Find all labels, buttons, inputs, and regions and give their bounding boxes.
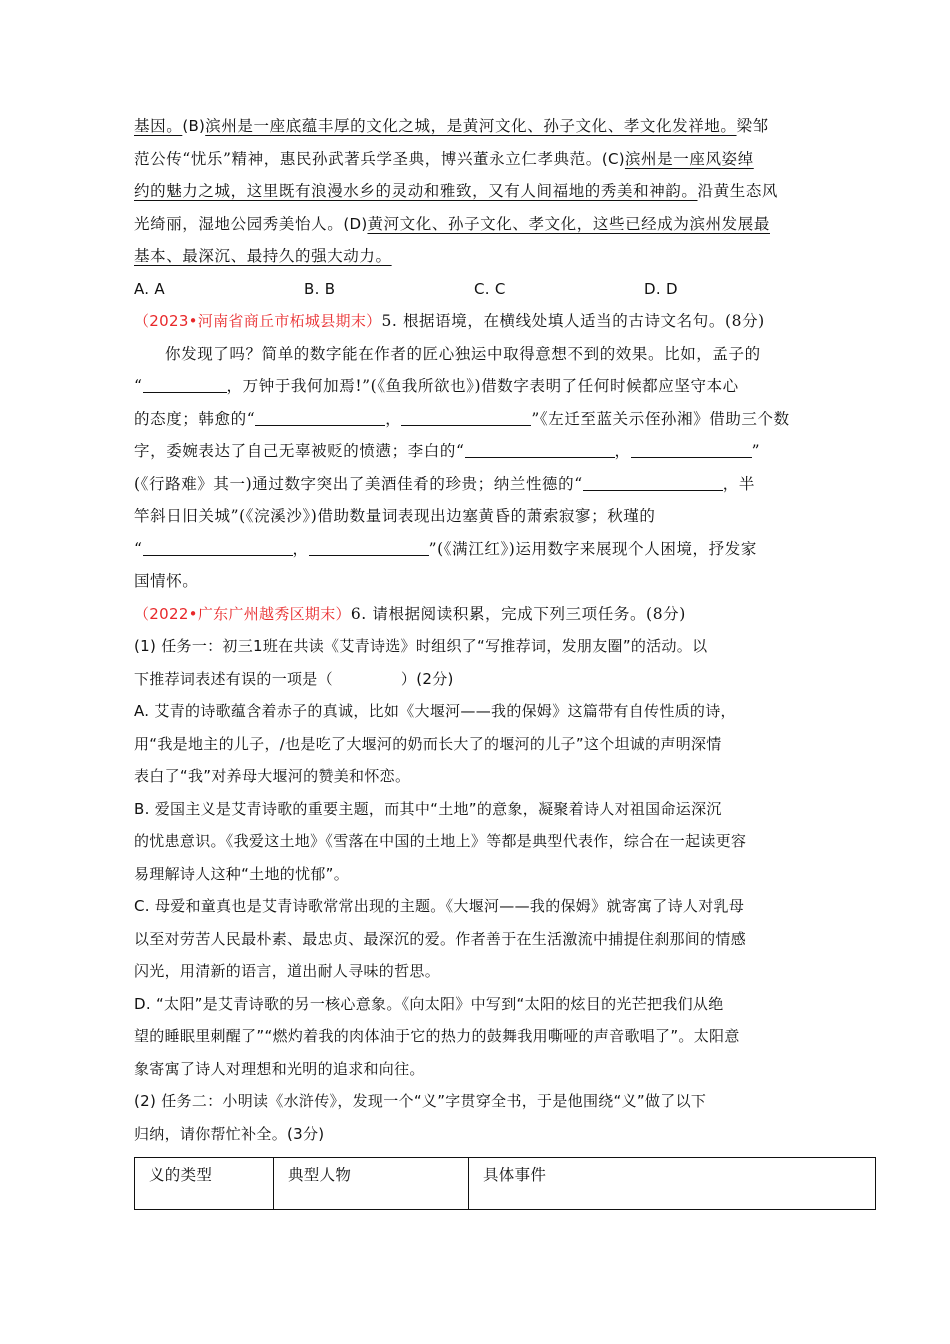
q5-line-7	[134, 533, 814, 566]
q6-task2-line-1	[134, 1085, 814, 1118]
blank-6[interactable]	[583, 474, 723, 491]
q6-option-b	[134, 793, 814, 826]
q6-option-d	[134, 1020, 814, 1053]
q4-sentence-b: 滨州是一座底蕴丰厚的文化之城，是黄河文化、孙子文化、孝文化发祥地。	[205, 117, 737, 135]
q6-option-a	[134, 728, 814, 761]
table-row	[135, 1158, 876, 1210]
q5-text: ，半	[722, 474, 755, 493]
blank-3[interactable]	[401, 409, 531, 426]
q5-text: ，	[385, 409, 402, 428]
blank-1[interactable]	[143, 376, 227, 393]
q6-option-c	[134, 955, 814, 988]
q4-sentence-c: 约的魅力之城，这里既有浪漫水乡的灵动和雅致，又有人间福地的秀美和神韵。	[134, 182, 698, 200]
table-header-cell: 具体事件	[469, 1158, 876, 1210]
q6-text: C. 母爱和童真也是艾青诗歌常常出现的主题。《大堰河——我的保姆》就寄寓了诗人对乳母	[134, 897, 745, 915]
q5-text: 竿斜日旧关城”(《浣溪沙》)借助数量词表现出边塞黄昏的萧索寂寥；秋瑾的	[134, 507, 656, 525]
q6-text: A. 艾青的诗歌蕴含着赤子的真诚，比如《大堰河——我的保姆》这篇带有自传性质的诗，	[134, 702, 736, 720]
q5-text: ，万钟于我何加焉!”(《鱼我所欲也》)借数字表明了任何时候都应坚守本心	[226, 377, 739, 395]
q5-text: 国情怀。	[134, 572, 199, 590]
q6-text: 表白了“我”对养母大堰河的赞美和怀恋。	[134, 767, 411, 785]
q6-text: 下推荐词表述有误的一项是（	[134, 669, 333, 688]
q6-option-a	[134, 760, 814, 793]
q6-text: 的忧患意识。《我爱这土地》《雪落在中国的土地上》等都是典型代表作，综合在一起读更容	[134, 832, 747, 850]
q6-source: （2022•广东广州越秀区期末）	[134, 604, 351, 623]
exam-page	[134, 110, 814, 1150]
table-header-cell: 义的类型	[135, 1158, 274, 1210]
q5-line-1	[134, 338, 814, 371]
q6-text: 象寄寓了诗人对理想和光明的追求和向往。	[134, 1059, 425, 1078]
q5-line-3	[134, 403, 814, 436]
q5-line-4	[134, 435, 814, 468]
q6-text: 用“我是地主的儿子，/也是吃了大堰河的奶而长大了的堰河的儿子”这个坦诚的声明深情	[134, 734, 722, 753]
q5-text: 你发现了吗？简单的数字能在作者的匠心独运中取得意想不到的效果。比如，孟子的	[165, 344, 761, 363]
blank-4[interactable]	[465, 441, 615, 458]
q4-sentence-d: 基本、最深沉、最持久的强大动力。	[134, 247, 392, 265]
q5-header	[134, 305, 814, 338]
q5-line-8	[134, 565, 814, 598]
q6-option-c	[134, 890, 814, 923]
table-header-cell: 典型人物	[274, 1158, 469, 1210]
q4-line-5	[134, 240, 814, 273]
q4-options	[134, 273, 814, 306]
option-b[interactable]: B. B	[304, 279, 336, 298]
yi-summary-table	[134, 1157, 876, 1210]
q5-text: “	[134, 377, 143, 395]
q4-line-3	[134, 175, 814, 208]
q6-text: ）(2分)	[400, 669, 454, 688]
q5-text: “	[134, 539, 143, 558]
q4-sentence-c: 滨州是一座风姿绰	[624, 149, 754, 168]
q4-line-2	[134, 143, 814, 176]
q5-text: (《行路难》其一)通过数字突出了美酒佳肴的珍贵；纳兰性德的“	[134, 474, 583, 493]
q4-marker-b: (B)	[182, 117, 206, 135]
q6-option-a	[134, 695, 814, 728]
blank-7[interactable]	[143, 539, 293, 556]
q5-line-2	[134, 370, 814, 403]
q4-line-1	[134, 110, 814, 143]
q6-task1-line-1	[134, 630, 814, 663]
q4-text: 光绮丽，湿地公园秀美怡人。	[134, 214, 344, 233]
q5-source: （2023•河南省商丘市柘城县期末）	[134, 312, 382, 330]
q6-task2-line-2	[134, 1118, 814, 1151]
q6-text: 归纳，请你帮忙补全。(3分)	[134, 1124, 325, 1143]
q6-header	[134, 598, 814, 631]
q6-text: 望的睡眠里刺醒了”“燃灼着我的肉体油于它的热力的鼓舞我用嘶哑的声音歌唱了”。太阳意	[134, 1027, 740, 1045]
q5-text: ”	[751, 442, 761, 460]
q5-line-6	[134, 500, 814, 533]
q6-title: 6. 请根据阅读积累，完成下列三项任务。(8分)	[350, 604, 686, 623]
q6-option-b	[134, 858, 814, 891]
q4-marker-c: (C)	[601, 149, 625, 168]
q5-text: 的态度；韩愈的“	[134, 409, 256, 428]
blank-8[interactable]	[309, 539, 429, 556]
q6-text: (2) 任务二：小明读《水浒传》，发现一个“义”字贯穿全书，于是他围绕“义”做了以下	[134, 1092, 707, 1110]
q4-text: 范公传“忧乐”精神，惠民孙武著兵学圣典，博兴董永立仁孝典范。	[134, 149, 602, 168]
option-a[interactable]: A. A	[134, 279, 165, 298]
option-c[interactable]: C. C	[474, 279, 506, 298]
option-d[interactable]: D. D	[644, 279, 678, 298]
q5-text: 字，委婉表达了自己无辜被贬的愤懑；李白的“	[134, 442, 465, 460]
q5-title: 5. 根据语境，在横线处填人适当的古诗文名句。(8分)	[381, 312, 765, 330]
q6-option-d	[134, 988, 814, 1021]
q4-line-4	[134, 208, 814, 241]
q5-text: ，	[292, 539, 309, 558]
q5-text: ”《左迁至蓝关示侄孙湘》借助三个数	[531, 409, 790, 428]
q6-text: 闪光，用清新的语言，道出耐人寻味的哲思。	[134, 962, 441, 980]
q6-text: 以至对劳苦人民最朴素、最忠贞、最深沉的爱。作者善于在生活激流中捕提住刹那间的情感	[134, 929, 747, 948]
q4-sentence-d: 黄河文化、孙子文化、孝文化，这些已经成为滨州发展最	[367, 214, 770, 233]
q6-text: 易理解诗人这种“土地的忧郁”。	[134, 864, 350, 883]
q5-line-5	[134, 468, 814, 501]
q6-option-b	[134, 825, 814, 858]
q4-text: 梁邹	[736, 117, 769, 135]
q6-text: (1) 任务一：初三1班在共读《艾青诗选》时组织了“写推荐词，发朋友圈”的活动。以	[134, 637, 708, 655]
q6-text: D. “太阳”是艾青诗歌的另一核心意象。《向太阳》中写到“太阳的炫目的光芒把我们从绝	[134, 994, 724, 1013]
q5-text: ”(《满江红》)运用数字来展现个人困境，抒发家	[428, 539, 757, 558]
q6-option-c	[134, 923, 814, 956]
q4-text: 沿黄生态风	[697, 182, 779, 200]
blank-2[interactable]	[255, 409, 385, 426]
q6-option-d	[134, 1053, 814, 1086]
blank-5[interactable]	[631, 441, 752, 458]
q4-marker-d: (D)	[343, 214, 368, 233]
q5-text: ，	[614, 442, 631, 460]
q4-text: 基因。	[134, 117, 183, 135]
q6-text: B. 爱国主义是艾青诗歌的重要主题，而其中“土地”的意象，凝聚着诗人对祖国命运深沉	[134, 799, 722, 818]
q6-task1-line-2	[134, 663, 814, 696]
